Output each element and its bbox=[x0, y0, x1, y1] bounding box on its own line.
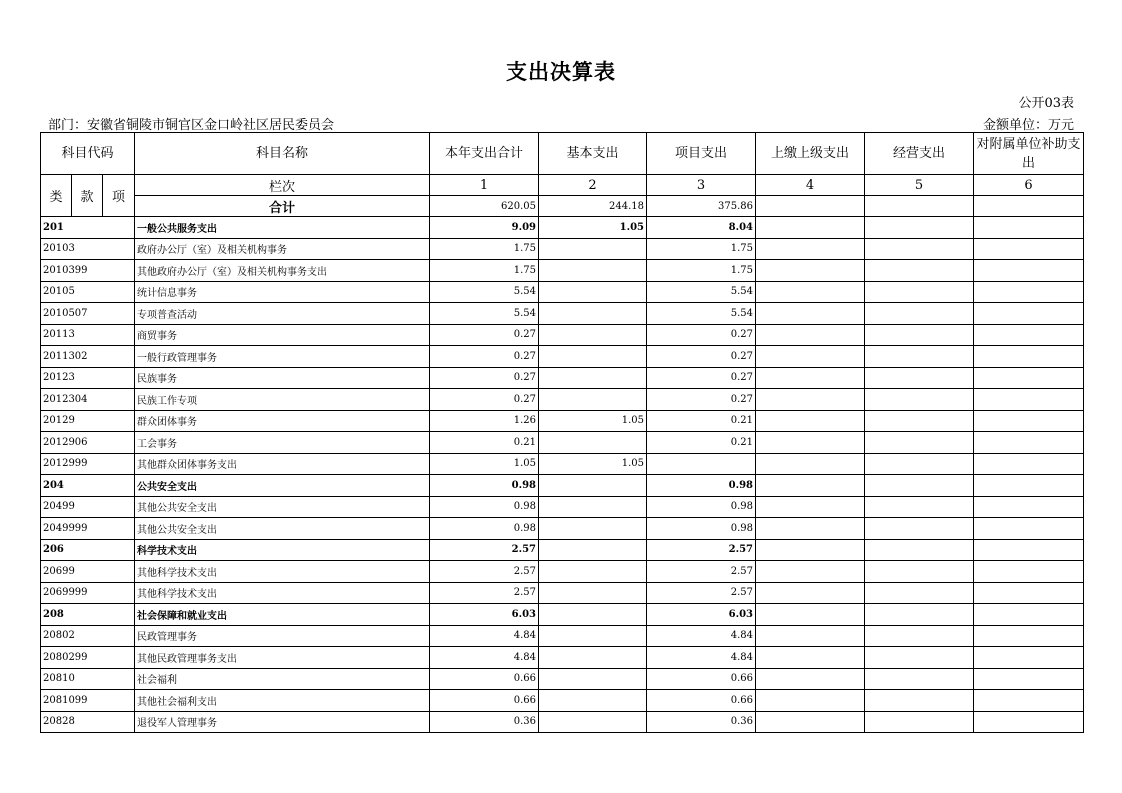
row-code: 206 bbox=[41, 539, 135, 561]
row-project: 1.75 bbox=[647, 238, 756, 260]
row-upper bbox=[756, 582, 865, 604]
table-row bbox=[41, 539, 1084, 561]
row-upper bbox=[756, 475, 865, 497]
row-total: 2.57 bbox=[430, 539, 539, 561]
row-basic bbox=[539, 561, 647, 583]
row-business bbox=[865, 217, 974, 239]
row-code: 2069999 bbox=[41, 582, 135, 604]
row-total: 0.21 bbox=[430, 432, 539, 454]
row-project: 2.57 bbox=[647, 561, 756, 583]
row-code: 20103 bbox=[41, 238, 135, 260]
row-upper bbox=[756, 346, 865, 368]
table-row bbox=[41, 389, 1084, 411]
row-business bbox=[865, 453, 974, 475]
row-project: 6.03 bbox=[647, 604, 756, 626]
total-project: 375.86 bbox=[647, 196, 756, 217]
row-basic bbox=[539, 260, 647, 282]
table-row bbox=[41, 367, 1084, 389]
row-name: 退役军人管理事务 bbox=[135, 711, 430, 733]
row-business bbox=[865, 539, 974, 561]
row-code: 2012304 bbox=[41, 389, 135, 411]
row-upper bbox=[756, 496, 865, 518]
total-subsidy bbox=[974, 196, 1084, 217]
row-name: 科学技术支出 bbox=[135, 539, 430, 561]
row-name: 其他公共安全支出 bbox=[135, 518, 430, 540]
row-project: 0.98 bbox=[647, 475, 756, 497]
row-total: 0.66 bbox=[430, 690, 539, 712]
row-upper bbox=[756, 604, 865, 626]
row-name: 其他公共安全支出 bbox=[135, 496, 430, 518]
row-business bbox=[865, 346, 974, 368]
row-total: 1.26 bbox=[430, 410, 539, 432]
table-row bbox=[41, 647, 1084, 669]
row-subsidy bbox=[974, 561, 1084, 583]
row-name: 其他社会福利支出 bbox=[135, 690, 430, 712]
total-row bbox=[41, 196, 1084, 217]
row-subsidy bbox=[974, 238, 1084, 260]
row-project: 5.54 bbox=[647, 303, 756, 325]
row-code: 20105 bbox=[41, 281, 135, 303]
row-business bbox=[865, 582, 974, 604]
header-xiang: 项 bbox=[103, 175, 135, 217]
row-project bbox=[647, 453, 756, 475]
col-num-6: 6 bbox=[974, 175, 1084, 196]
row-total: 0.98 bbox=[430, 518, 539, 540]
row-subsidy bbox=[974, 496, 1084, 518]
row-total: 4.84 bbox=[430, 625, 539, 647]
col-num-1: 1 bbox=[430, 175, 539, 196]
row-subsidy bbox=[974, 367, 1084, 389]
row-business bbox=[865, 518, 974, 540]
row-upper bbox=[756, 647, 865, 669]
row-basic bbox=[539, 346, 647, 368]
row-basic bbox=[539, 711, 647, 733]
row-upper bbox=[756, 389, 865, 411]
header-project: 项目支出 bbox=[647, 133, 756, 175]
table-row bbox=[41, 453, 1084, 475]
row-name: 社会福利 bbox=[135, 668, 430, 690]
row-basic bbox=[539, 604, 647, 626]
row-name: 群众团体事务 bbox=[135, 410, 430, 432]
header-total: 本年支出合计 bbox=[430, 133, 539, 175]
row-code: 20113 bbox=[41, 324, 135, 346]
row-name: 民族工作专项 bbox=[135, 389, 430, 411]
row-subsidy bbox=[974, 217, 1084, 239]
amount-unit-label: 金额单位：万元 bbox=[982, 118, 1074, 133]
row-total: 0.66 bbox=[430, 668, 539, 690]
row-code: 20129 bbox=[41, 410, 135, 432]
row-subsidy bbox=[974, 260, 1084, 282]
row-business bbox=[865, 711, 974, 733]
col-num-5: 5 bbox=[865, 175, 974, 196]
row-upper bbox=[756, 668, 865, 690]
row-subsidy bbox=[974, 303, 1084, 325]
row-total: 0.98 bbox=[430, 475, 539, 497]
row-total: 0.36 bbox=[430, 711, 539, 733]
row-name: 其他科学技术支出 bbox=[135, 582, 430, 604]
table-row bbox=[41, 561, 1084, 583]
row-code: 20699 bbox=[41, 561, 135, 583]
row-total: 2.57 bbox=[430, 561, 539, 583]
row-subsidy bbox=[974, 346, 1084, 368]
row-basic bbox=[539, 367, 647, 389]
row-project: 4.84 bbox=[647, 647, 756, 669]
row-total: 0.27 bbox=[430, 367, 539, 389]
header-column-no: 栏次 bbox=[135, 175, 430, 196]
row-project: 0.21 bbox=[647, 432, 756, 454]
row-upper bbox=[756, 625, 865, 647]
row-code: 20828 bbox=[41, 711, 135, 733]
table-row bbox=[41, 625, 1084, 647]
table-row bbox=[41, 281, 1084, 303]
row-basic bbox=[539, 303, 647, 325]
row-basic bbox=[539, 496, 647, 518]
table-row bbox=[41, 238, 1084, 260]
header-basic: 基本支出 bbox=[539, 133, 647, 175]
row-subsidy bbox=[974, 475, 1084, 497]
row-code: 2012906 bbox=[41, 432, 135, 454]
header-row bbox=[41, 133, 1084, 175]
row-subsidy bbox=[974, 668, 1084, 690]
expenditure-table bbox=[40, 132, 1084, 733]
row-code: 204 bbox=[41, 475, 135, 497]
row-business bbox=[865, 281, 974, 303]
row-upper bbox=[756, 561, 865, 583]
header-lei: 类 bbox=[41, 175, 72, 217]
header-kuan: 款 bbox=[72, 175, 103, 217]
header-upper: 上缴上级支出 bbox=[756, 133, 865, 175]
row-project: 2.57 bbox=[647, 582, 756, 604]
col-num-2: 2 bbox=[539, 175, 647, 196]
col-num-3: 3 bbox=[647, 175, 756, 196]
row-upper bbox=[756, 711, 865, 733]
row-project: 0.27 bbox=[647, 324, 756, 346]
total-upper bbox=[756, 196, 865, 217]
table-row bbox=[41, 690, 1084, 712]
row-subsidy bbox=[974, 625, 1084, 647]
row-basic: 1.05 bbox=[539, 453, 647, 475]
row-upper bbox=[756, 238, 865, 260]
department-label: 部门：安徽省铜陵市铜官区金口岭社区居民委员会 bbox=[48, 118, 335, 133]
row-upper bbox=[756, 281, 865, 303]
row-project: 0.98 bbox=[647, 496, 756, 518]
col-num-4: 4 bbox=[756, 175, 865, 196]
table-row bbox=[41, 496, 1084, 518]
row-business bbox=[865, 367, 974, 389]
row-business bbox=[865, 625, 974, 647]
table-row bbox=[41, 711, 1084, 733]
row-project: 5.54 bbox=[647, 281, 756, 303]
row-code: 20499 bbox=[41, 496, 135, 518]
table-row bbox=[41, 217, 1084, 239]
table-row bbox=[41, 668, 1084, 690]
row-subsidy bbox=[974, 604, 1084, 626]
row-subsidy bbox=[974, 324, 1084, 346]
row-code: 201 bbox=[41, 217, 135, 239]
row-basic bbox=[539, 668, 647, 690]
row-upper bbox=[756, 410, 865, 432]
row-business bbox=[865, 432, 974, 454]
table-row bbox=[41, 303, 1084, 325]
row-total: 0.27 bbox=[430, 346, 539, 368]
table-row bbox=[41, 582, 1084, 604]
row-basic bbox=[539, 475, 647, 497]
row-basic bbox=[539, 389, 647, 411]
row-business bbox=[865, 238, 974, 260]
row-name: 民政管理事务 bbox=[135, 625, 430, 647]
table-row bbox=[41, 410, 1084, 432]
row-business bbox=[865, 410, 974, 432]
row-upper bbox=[756, 367, 865, 389]
row-name: 工会事务 bbox=[135, 432, 430, 454]
row-basic bbox=[539, 432, 647, 454]
total-total: 620.05 bbox=[430, 196, 539, 217]
row-code: 2010507 bbox=[41, 303, 135, 325]
row-total: 2.57 bbox=[430, 582, 539, 604]
row-basic bbox=[539, 281, 647, 303]
row-subsidy bbox=[974, 281, 1084, 303]
row-business bbox=[865, 604, 974, 626]
row-name: 其他民政管理事务支出 bbox=[135, 647, 430, 669]
row-subsidy bbox=[974, 518, 1084, 540]
row-code: 20802 bbox=[41, 625, 135, 647]
row-business bbox=[865, 668, 974, 690]
row-business bbox=[865, 260, 974, 282]
row-project: 1.75 bbox=[647, 260, 756, 282]
row-subsidy bbox=[974, 389, 1084, 411]
row-business bbox=[865, 690, 974, 712]
row-name: 商贸事务 bbox=[135, 324, 430, 346]
row-basic bbox=[539, 518, 647, 540]
row-project: 0.66 bbox=[647, 668, 756, 690]
row-total: 0.27 bbox=[430, 324, 539, 346]
row-total: 5.54 bbox=[430, 281, 539, 303]
row-code: 20123 bbox=[41, 367, 135, 389]
table-row bbox=[41, 324, 1084, 346]
row-business bbox=[865, 475, 974, 497]
table-row bbox=[41, 260, 1084, 282]
table-row bbox=[41, 475, 1084, 497]
row-upper bbox=[756, 260, 865, 282]
row-basic: 1.05 bbox=[539, 217, 647, 239]
row-business bbox=[865, 561, 974, 583]
row-project: 0.36 bbox=[647, 711, 756, 733]
row-upper bbox=[756, 690, 865, 712]
row-basic bbox=[539, 582, 647, 604]
row-basic bbox=[539, 324, 647, 346]
form-number: 公开03表 bbox=[1018, 96, 1074, 111]
total-label: 合计 bbox=[135, 196, 430, 217]
row-subsidy bbox=[974, 711, 1084, 733]
row-name: 其他政府办公厅（室）及相关机构事务支出 bbox=[135, 260, 430, 282]
row-total: 6.03 bbox=[430, 604, 539, 626]
row-code: 2080299 bbox=[41, 647, 135, 669]
row-upper bbox=[756, 453, 865, 475]
row-business bbox=[865, 389, 974, 411]
row-total: 9.09 bbox=[430, 217, 539, 239]
row-name: 社会保障和就业支出 bbox=[135, 604, 430, 626]
row-basic bbox=[539, 238, 647, 260]
row-upper bbox=[756, 324, 865, 346]
row-code: 2012999 bbox=[41, 453, 135, 475]
row-name: 民族事务 bbox=[135, 367, 430, 389]
table-row bbox=[41, 604, 1084, 626]
row-upper bbox=[756, 217, 865, 239]
row-business bbox=[865, 303, 974, 325]
row-name: 其他科学技术支出 bbox=[135, 561, 430, 583]
row-project: 2.57 bbox=[647, 539, 756, 561]
row-code: 2049999 bbox=[41, 518, 135, 540]
table-row bbox=[41, 346, 1084, 368]
row-project: 0.27 bbox=[647, 367, 756, 389]
row-subsidy bbox=[974, 410, 1084, 432]
row-code: 2011302 bbox=[41, 346, 135, 368]
row-name: 其他群众团体事务支出 bbox=[135, 453, 430, 475]
row-subsidy bbox=[974, 453, 1084, 475]
row-name: 统计信息事务 bbox=[135, 281, 430, 303]
row-total: 0.98 bbox=[430, 496, 539, 518]
row-upper bbox=[756, 303, 865, 325]
row-subsidy bbox=[974, 690, 1084, 712]
row-upper bbox=[756, 518, 865, 540]
row-project: 8.04 bbox=[647, 217, 756, 239]
row-total: 0.27 bbox=[430, 389, 539, 411]
row-total: 1.75 bbox=[430, 238, 539, 260]
row-project: 0.27 bbox=[647, 346, 756, 368]
row-basic bbox=[539, 625, 647, 647]
row-code: 2081099 bbox=[41, 690, 135, 712]
table-row bbox=[41, 432, 1084, 454]
row-business bbox=[865, 496, 974, 518]
row-subsidy bbox=[974, 539, 1084, 561]
header-subsidy: 对附属单位补助支出 bbox=[974, 133, 1084, 175]
column-number-row bbox=[41, 175, 1084, 196]
row-business bbox=[865, 324, 974, 346]
header-name: 科目名称 bbox=[135, 133, 430, 175]
row-total: 1.75 bbox=[430, 260, 539, 282]
row-total: 5.54 bbox=[430, 303, 539, 325]
row-code: 208 bbox=[41, 604, 135, 626]
row-project: 0.27 bbox=[647, 389, 756, 411]
row-project: 0.98 bbox=[647, 518, 756, 540]
table-row bbox=[41, 518, 1084, 540]
row-name: 一般行政管理事务 bbox=[135, 346, 430, 368]
row-project: 0.21 bbox=[647, 410, 756, 432]
total-basic: 244.18 bbox=[539, 196, 647, 217]
row-subsidy bbox=[974, 582, 1084, 604]
row-total: 1.05 bbox=[430, 453, 539, 475]
total-business bbox=[865, 196, 974, 217]
row-basic bbox=[539, 539, 647, 561]
page-title: 支出决算表 bbox=[506, 60, 616, 84]
row-project: 4.84 bbox=[647, 625, 756, 647]
row-total: 4.84 bbox=[430, 647, 539, 669]
row-upper bbox=[756, 432, 865, 454]
row-subsidy bbox=[974, 647, 1084, 669]
row-code: 20810 bbox=[41, 668, 135, 690]
row-name: 政府办公厅（室）及相关机构事务 bbox=[135, 238, 430, 260]
row-name: 一般公共服务支出 bbox=[135, 217, 430, 239]
row-business bbox=[865, 647, 974, 669]
row-name: 专项普查活动 bbox=[135, 303, 430, 325]
row-code: 2010399 bbox=[41, 260, 135, 282]
row-basic: 1.05 bbox=[539, 410, 647, 432]
row-subsidy bbox=[974, 432, 1084, 454]
row-upper bbox=[756, 539, 865, 561]
header-code: 科目代码 bbox=[41, 133, 135, 175]
header-business: 经营支出 bbox=[865, 133, 974, 175]
row-basic bbox=[539, 647, 647, 669]
row-name: 公共安全支出 bbox=[135, 475, 430, 497]
row-basic bbox=[539, 690, 647, 712]
row-project: 0.66 bbox=[647, 690, 756, 712]
